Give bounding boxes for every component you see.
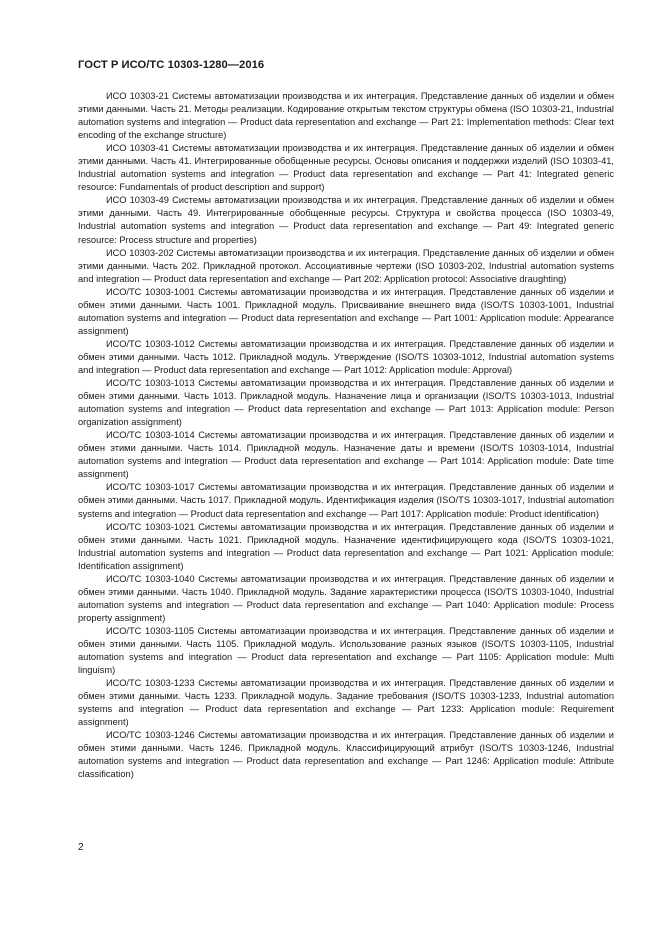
reference-entry: ИСО/ТС 10303-1246 Системы автоматизации производства и их интеграция. Представление данных об изделии и обмен этими данными. Часть 1246. Прикладной модуль. Классифицирующий атрибут (ISO/TS 10303-1246, Industrial automation systems and integration — Product data representation and exchange — Part 1246: Application module: Attribute classification) xyxy=(78,730,614,780)
reference-entry: ИСО 10303-41 Системы автоматизации производства и их интеграция. Представление данных об изделии и обмен этими данными. Часть 41. Интегрированные обобщенные ресурсы. Основы описания и поддержки изделий (ISO 10303-41, Industrial automation systems and integration — Product data representation and exchange — Part 41: Integrated generic resource: Fundamentals of product description and support) xyxy=(78,143,614,193)
reference-entry: ИСО/ТС 10303-1017 Системы автоматизации производства и их интеграция. Представление данных об изделии и обмен этими данными. Часть 1017. Прикладной модуль. Идентификация изделия (ISO/TS 10303-1017, Industrial automation systems and integration — Product data representation and exchange — Part 1017: Application module: Product identification) xyxy=(78,482,614,519)
reference-entry: ИСО/ТС 10303-1012 Системы автоматизации производства и их интеграция. Представление данных об изделии и обмен этими данными. Часть 1012. Прикладной модуль. Утверждение (ISO/TS 10303-1012, Industrial automation systems and integration — Product data representation and exchange — Part 1012: Application module: Approval) xyxy=(78,338,614,375)
reference-entry: ИСО/ТС 10303-1040 Системы автоматизации производства и их интеграция. Представление данных об изделии и обмен этими данными. Часть 1040. Прикладной модуль. Задание характеристики процесса (ISO/TS 10303-1040, Industrial automation systems and integration — Product data representation and exchange — Part 1040: Application module: Process property assignment) xyxy=(78,573,614,623)
reference-entry: ИСО/ТС 10303-1001 Системы автоматизации производства и их интеграция. Представление данных об изделии и обмен этими данными. Часть 1001. Прикладной модуль. Присваивание внешнего вида (ISO/TS 10303-1001, Industrial automation systems and integration — Product data representation and exchange — Part 1001: Application module: Appearance assignment) xyxy=(78,286,614,336)
reference-entry: ИСО/ТС 10303-1021 Системы автоматизации производства и их интеграция. Представление данных об изделии и обмен этими данными. Часть 1021. Прикладной модуль. Назначение идентифицирующего кода (ISO/TS 10303-1021, Industrial automation systems and integration — Product data representation and exchange — Part 1021: Application module: Identification assignment) xyxy=(78,521,614,571)
reference-entry: ИСО/ТС 10303-1105 Системы автоматизации производства и их интеграция. Представление данных об изделии и обмен этими данными. Часть 1105. Прикладной модуль. Использование разных языков (ISO/TS 10303-1105, Industrial automation systems and integration — Product data representation and exchange — Part 1105: Application module: Multi linguism) xyxy=(78,625,614,676)
reference-entry: ИСО 10303-49 Системы автоматизации производства и их интеграция. Представление данных об изделии и обмен этими данными. Часть 49. Интегрированные обобщенные ресурсы. Структура и свойства процесса (ISO 10303-49, Industrial automation systems and integration — Product data representation and exchange — Part 49: Integrated generic resource: Process structure and properties) xyxy=(78,195,614,245)
reference-entry: ИСО 10303-202 Системы автоматизации производства и их интеграция. Представление данных об изделии и обмен этими данными. Часть 202. Прикладной протокол. Ассоциативные чертежи (ISO 10303-202, Industrial automation systems and integration — Product data representation and exchange — Part 202: Application protocol: Associative draughting) xyxy=(78,247,614,284)
normative-references-list xyxy=(78,90,614,781)
page-number: 2 xyxy=(78,842,84,853)
reference-entry: ИСО/ТС 10303-1014 Системы автоматизации производства и их интеграция. Представление данных об изделии и обмен этими данными. Часть 1014. Прикладной модуль. Назначение даты и времени (ISO/TS 10303-1014, Industrial automation systems and integration — Product data representation and exchange — Part 1014: Application module: Date time assignment) xyxy=(78,430,614,480)
reference-entry: ИСО 10303-21 Системы автоматизации производства и их интеграция. Представление данных об изделии и обмен этими данными. Часть 21. Методы реализации. Кодирование открытым текстом структуры обмена (ISO 10303-21, Industrial automation systems and integration — Product data representation and exchange — Part 21: Implementation methods: Clear text encoding of the exchange structure) xyxy=(78,91,614,141)
reference-entry: ИСО/ТС 10303-1013 Системы автоматизации производства и их интеграция. Представление данных об изделии и обмен этими данными. Часть 1013. Прикладной модуль. Назначение лица и организации (ISO/TS 10303-1013, Industrial automation systems and integration — Product data representation and exchange — Part 1013: Application module: Person organization assignment) xyxy=(78,378,614,428)
reference-entry: ИСО/ТС 10303-1233 Системы автоматизации производства и их интеграция. Представление данных об изделии и обмен этими данными. Часть 1233. Прикладной модуль. Задание требования (ISO/TS 10303-1233, Industrial automation systems and integration — Product data representation and exchange — Part 1233: Application module: Requirement assignment) xyxy=(78,678,614,728)
page-header-title: ГОСТ Р ИСО/ТС 10303-1280—2016 xyxy=(78,59,265,71)
